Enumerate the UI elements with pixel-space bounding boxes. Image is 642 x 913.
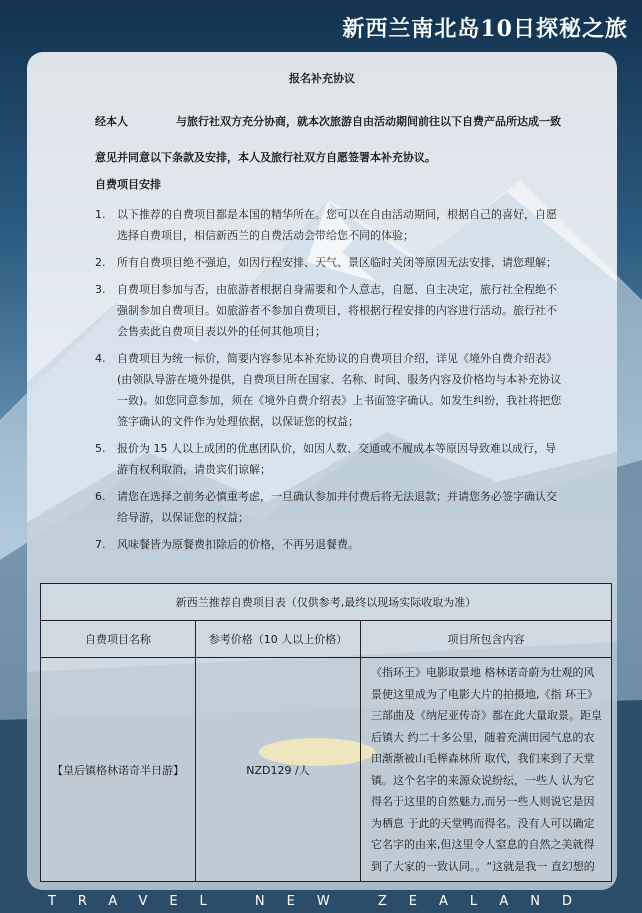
- intro-part-1: 经本人: [95, 115, 128, 128]
- section-heading: 自费项目安排: [95, 178, 161, 191]
- agreement-card: [27, 52, 617, 890]
- brochure-title: 新西兰南北岛10日探秘之旅: [342, 16, 628, 42]
- table-caption: 新西兰推荐自费项目表（仅供参考,最终以现场实际收取为准）: [41, 584, 612, 621]
- rule-item: 4. 自费项目为统一标价，简要内容参见本补充协议的自费项目介绍，详见《境外自费介绍表》(由领队导游在境外提供，自费项目所在国家、名称、时间、服务内容及价格均与本补充协议一致)。如您同意参加，须在《境外自费介绍表》上书面签字确认。如发生纠纷，我社将把您签字确认的文件作为处理依据，以保证您的权益；: [95, 352, 562, 428]
- column-header-price: 参考价格（10 人以上价格）: [196, 621, 361, 658]
- rule-item: 6. 请您在选择之前务必慎重考虑，一旦确认参加并付费后将无法退款；并请您务必签字确认交给导游，以保证您的权益；: [95, 490, 557, 524]
- agreement-title: 报名补充协议: [289, 72, 355, 85]
- rule-item: 7. 风味餐皆为原餐费扣除后的价格，不再另退餐费。: [95, 538, 359, 551]
- rule-item: 5. 报价为 15 人以上成团的优惠团队价，如因人数、交通或不履成本等原因导致难以成行，导游有权利取消，请贵宾们谅解；: [95, 442, 556, 476]
- intro-part-2: 与旅行社双方充分协商，就本次旅游自由活动期间前往以下自费产品所达成一致意见并同意以下条款及安排，本人及旅行社双方自愿签署本补充协议。: [95, 115, 561, 164]
- footer-tagline: TRAVEL NEW ZEALAND: [47, 894, 595, 909]
- column-header-content: 项目所包含内容: [361, 621, 612, 658]
- excursion-table: [40, 583, 612, 882]
- excursion-name-cell: 【皇后镇格林诺奇半日游】: [41, 658, 196, 882]
- rule-item: 3. 自费项目参加与否，由旅游者根据自身需要和个人意志，自愿、自主决定，旅行社全程绝不强制参加自费项目。如旅游者不参加自费项目，将根据行程安排的内容进行活动。旅行社不会售卖此自费项目表以外的任何其他项目；: [95, 283, 557, 338]
- rule-item: 1. 以下推荐的自费项目都是本国的精华所在。您可以在自由活动期间，根据自己的喜好，自愿选择自费项目，相信新西兰的自费活动会带给您不同的体验；: [95, 208, 557, 242]
- rules-list: [95, 204, 565, 561]
- rule-item: 2. 所有自费项目绝不强迫，如因行程安排、天气、景区临时关闭等原因无法安排，请您理解；: [95, 256, 557, 269]
- table-row: [41, 658, 612, 882]
- excursion-content-cell: 《指环王》电影取景地 格林诺奇蔚为壮观的风景使这里成为了电影大片的拍摄地,《指 环王》三部曲及《纳尼亚传奇》都在此大量取景。距皇后镇大 约二十多公里，随着充满田园气息的农田渐渐被山毛榉森林所 取代，我们来到了天堂镇。这个名字的来源众说纷纭，一些人 认为它得名于这里的自然魅力,而另一些人则说它是因为栖息 于此的天堂鸭而得名。没有人可以确定它名字的由来,但这里令人窒息的自然之美就得到了大家的一致认同。。“这就是我一 直幻想的: [361, 658, 612, 882]
- column-header-name: 自费项目名称: [41, 621, 196, 658]
- excursion-price-cell: NZD129 /人: [196, 658, 361, 882]
- agreement-intro: [95, 104, 565, 176]
